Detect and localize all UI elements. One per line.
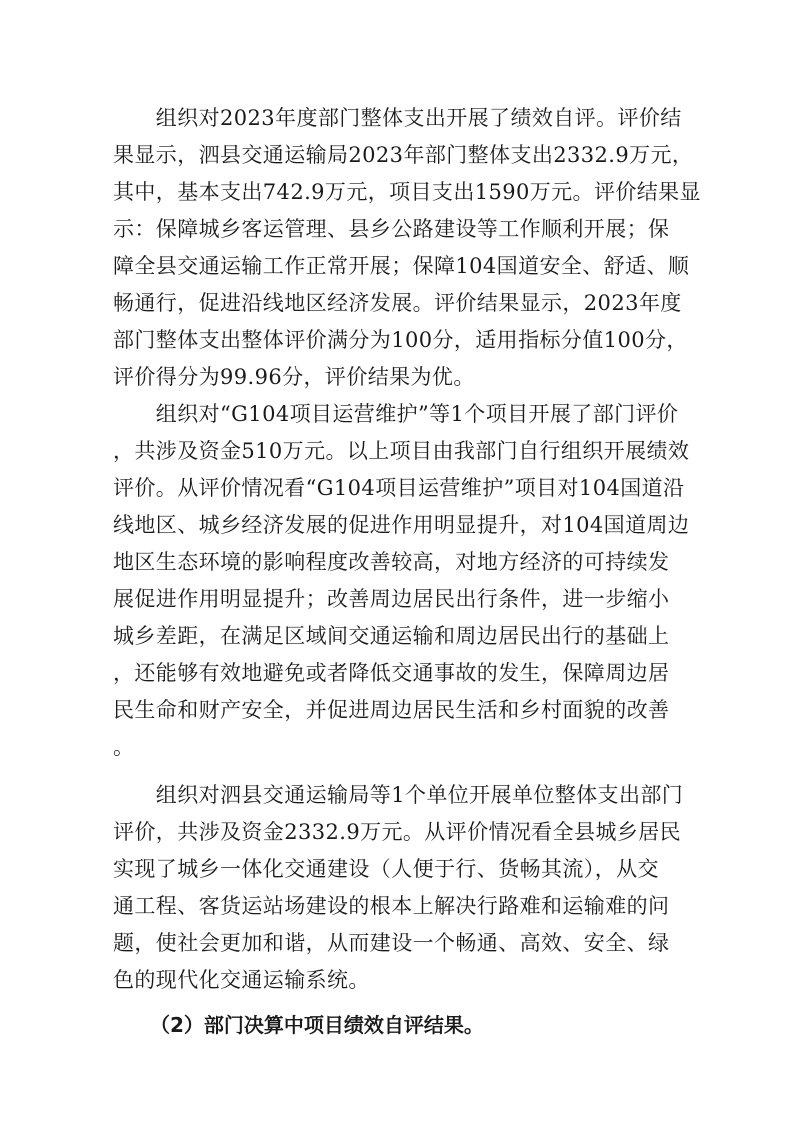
text-line: 组织对泗县交通运输局等1个单位开展单位整体支出部门: [113, 783, 684, 807]
text-line: 组织对2023年度部门整体支出开展了绩效自评。评价结: [113, 106, 682, 130]
section-heading: （2）部门决算中项目绩效自评结果。: [150, 1013, 484, 1037]
text-line: 民生命和财产安全，并促进周边居民生活和乡村面貌的改善: [113, 698, 670, 722]
text-line: 色的现代化交通运输系统。: [113, 968, 370, 992]
text-line: 部门整体支出整体评价满分为100分，适用指标分值100分，: [113, 328, 688, 352]
text-line: 题，使社会更加和谐，从而建设一个畅通、高效、安全、绿: [113, 931, 670, 955]
text-line: 其中，基本支出742.9万元，项目支出1590万元。评价结果显: [113, 180, 701, 204]
text-line: 展促进作用明显提升；改善周边居民出行条件，进一步缩小: [113, 587, 670, 611]
text-line: ，还能够有效地避免或者降低交通事故的发生，保障周边居: [113, 661, 670, 685]
text-line: 畅通行，促进沿线地区经济发展。评价结果显示，2023年度: [113, 291, 682, 315]
text-line: 评价。从评价情况看“G104项目运营维护”项目对104国道沿: [113, 476, 685, 500]
text-line: 城乡差距，在满足区域间交通运输和周边居民出行的基础上: [113, 624, 670, 648]
text-line: ，共涉及资金510万元。以上项目由我部门自行组织开展绩效: [113, 439, 690, 463]
text-line: 评价得分为99.96分，评价结果为优。: [113, 365, 475, 389]
text-line: 通工程、客货运站场建设的根本上解决行路难和运输难的问: [113, 894, 670, 918]
text-line: 组织对“G104项目运营维护”等1个项目开展了部门评价: [113, 402, 679, 426]
text-line: 示：保障城乡客运管理、县乡公路建设等工作顺利开展；保: [113, 217, 670, 241]
text-line: 。: [113, 735, 135, 759]
text-line: 评价，共涉及资金2332.9万元。从评价情况看全县城乡居民: [113, 820, 682, 844]
text-line: 障全县交通运输工作正常开展；保障104国道安全、舒适、顺: [113, 254, 690, 278]
text-line: 果显示，泗县交通运输局2023年部门整体支出2332.9万元，: [113, 143, 694, 167]
text-line: 实现了城乡一体化交通建设（人便于行、货畅其流），从交: [113, 857, 659, 881]
text-line: 地区生态环境的影响程度改善较高，对地方经济的可持续发: [113, 550, 670, 574]
text-line: 线地区、城乡经济发展的促进作用明显提升，对104国道周边: [113, 513, 690, 537]
